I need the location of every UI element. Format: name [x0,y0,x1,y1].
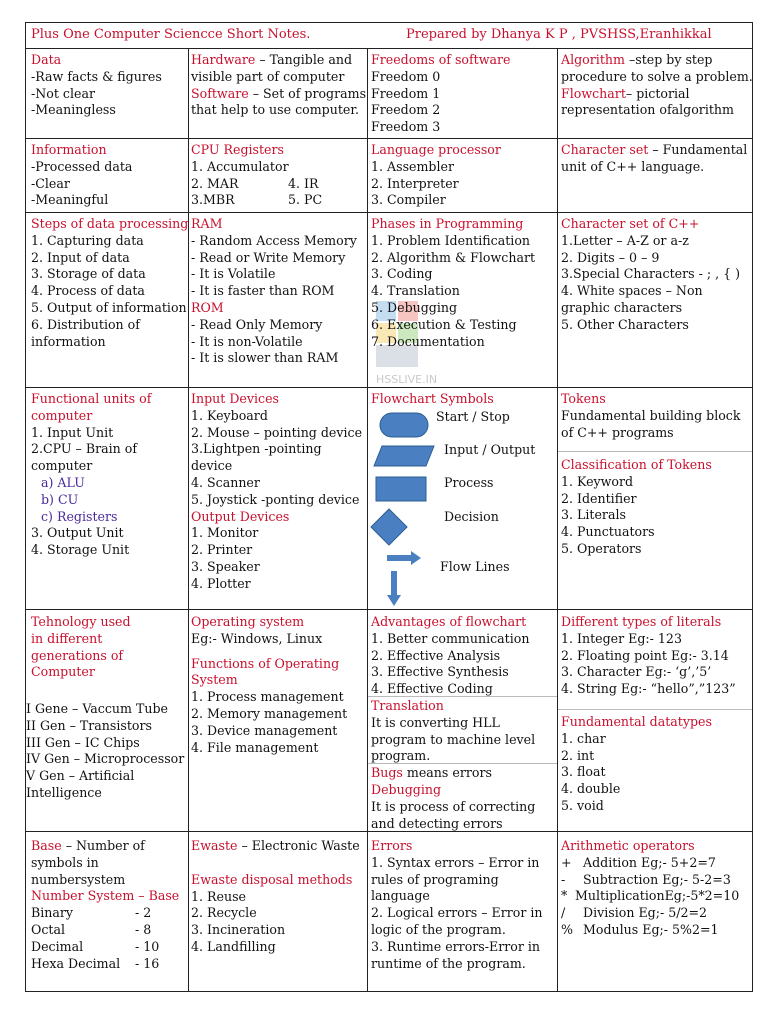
cell-character-set [561,142,747,176]
operator-symbol: * [561,888,568,904]
flow-line-arrow [411,551,421,565]
cell-line: - It is Volatile [191,266,276,282]
cell-line: Freedom 3 [371,119,441,135]
cell-line: 6. Execution & Testing [371,316,517,332]
cell-text: - 16 [135,955,160,971]
cell-text: Subtraction Eg;- 5-2=3 [583,871,731,887]
cell-line: 5. Output of information [31,299,187,315]
cell-text: - 10 [135,938,160,954]
cell-line: 4. Process of data [31,283,145,299]
cell-title: Base [31,838,62,853]
cell-text: – Electronic Waste [237,838,360,853]
cell-technology-list [26,701,184,802]
cell-title: Output Devices [191,508,290,524]
cell-title: Number System – Base [31,888,180,904]
cell-line: program to machine level [371,731,536,747]
cell-title: Bugs [371,765,403,781]
cell-phases [371,216,535,350]
cell-title: Ewaste [191,838,238,853]
operator-symbol: / [561,905,566,921]
cell-line: numbersystem [31,871,126,887]
cell-line: - Read Only Memory [191,316,323,332]
cell-title: Data [31,52,62,67]
cell-line: logic of the program. [371,921,506,937]
flow-line-arrow [387,595,401,606]
cell-line: 7. Documentation [371,333,485,349]
cell-title: Tokens [561,391,606,406]
cell-data-processing [31,216,188,350]
cell-token-classification [561,457,712,558]
cell-line: unit of C++ language. [561,158,705,174]
cell-devices [191,391,362,593]
cell-ewaste [191,838,360,956]
cell-information [31,142,132,209]
cell-title: Input Devices [191,391,279,406]
cell-line: graphic characters [561,299,683,315]
cell-line: procedure to solve a problem. [561,68,753,84]
cell-line: 3. Compiler [371,192,446,208]
cell-line: V Gen – Artificial [26,768,135,784]
cell-line: 3.Special Characters - ; , { ) [561,266,741,282]
cell-title: Debugging [371,781,442,797]
cell-title: Classification of Tokens [561,457,712,472]
cell-text: –step by step [624,52,713,67]
flowchart-symbols [369,408,449,608]
flowchart-title [371,391,494,408]
cell-line: 5. Joystick -ponting device [191,491,360,507]
cell-line: - It is slower than RAM [191,350,339,366]
cell-line: 4. Scanner [191,474,260,490]
cell-line: 3. Literals [561,507,626,523]
cell-line: language [371,888,430,904]
cell-line: Freedom 2 [371,102,441,118]
cell-title: Information [31,142,107,157]
cell-text: – Tangible and [255,52,353,67]
cell-line: 3. Effective Synthesis [371,664,509,680]
cell-line: visible part of computer [191,68,345,84]
cell-text: means errors [402,765,492,781]
cell-line: 2. Mouse – pointing device [191,424,363,440]
cell-title: Functional units of [31,391,152,406]
cell-subitem: c) Registers [41,508,118,524]
header-author: Prepared by Dhanya K P , PVSHSS,Eranhikkal [406,27,712,42]
cell-line: It is converting HLL [371,714,500,730]
cell-line: 1. char [561,730,606,746]
cell-title: Arithmetic operators [561,838,695,853]
cell-line: 1. Integer Eg:- 123 [561,630,682,646]
cell-charset-cpp [561,216,740,334]
cell-cpu-registers [191,142,322,209]
cell-ram-rom [191,216,357,367]
cell-datatypes [561,714,712,815]
cell-title: computer [31,407,93,423]
cell-text: MultiplicationEg;-5*2=10 [575,888,740,904]
cell-line: IV Gen – Microprocessor [26,751,185,767]
cell-line: 1. Accumulator [191,158,289,174]
cell-operating-system [191,614,347,756]
cell-line: 3. Runtime errors-Error in [371,938,541,954]
spacer [191,855,360,872]
cell-line: Eg:- Windows, Linux [191,630,323,646]
cell-title: in different [31,630,103,646]
cell-line: 4. Storage Unit [31,542,130,558]
sub-divider [558,451,752,452]
flowchart-label: Start / Stop [436,409,510,424]
cell-text: – Number of [61,838,145,853]
cell-line: 3. Speaker [191,558,260,574]
cell-title: Hardware [191,52,256,67]
cell-flowchart-advantages [371,614,535,832]
cell-line: 1. Input Unit [31,424,114,440]
cell-line: representation ofalgorithm [561,102,734,118]
cell-line: 5. void [561,797,604,813]
cell-line: - Read or Write Memory [191,249,346,265]
cell-title: Operating system [191,614,305,629]
cell-line: symbols in [31,854,99,870]
cell-line: 6. Distribution of [31,316,140,332]
column-divider [188,48,189,991]
spacer [191,648,347,656]
flowchart-label: Process [444,475,494,490]
cell-text: - 8 [135,921,152,937]
cell-line: Fundamental building block [561,407,741,423]
cell-title: ROM [191,299,224,315]
cell-line: 4. double [561,781,621,797]
cell-line: 1. Keyboard [191,407,268,423]
flowchart-label: Decision [444,509,499,524]
cell-text: 2. MAR [191,175,239,191]
sub-divider [558,709,752,710]
cell-line: 3.Lightpen -pointing [191,441,322,457]
cell-line: 4. Plotter [191,575,251,591]
cell-text: – Fundamental [648,142,748,157]
cell-line: - It is non-Volatile [191,333,303,349]
cell-tokens [561,391,741,441]
cell-line: information [31,333,106,349]
cell-title: Different types of literals [561,614,722,629]
cell-title: Errors [371,838,413,853]
cell-literals [561,614,736,698]
cell-text: Addition Eg;- 5+2=7 [583,854,716,870]
cell-title: Software [191,85,249,101]
cell-line: and detecting errors [371,815,503,831]
cell-line: 5. Other Characters [561,316,689,332]
cell-line: III Gen – IC Chips [26,734,140,750]
cell-title: Fundamental datatypes [561,714,712,729]
flowchart-label: Input / Output [444,442,536,457]
cell-line: Intelligence [26,784,102,800]
cell-line: Freedom 1 [371,85,441,101]
row-divider [26,138,752,139]
cell-title: Tehnology used [31,614,131,629]
cell-line: 2.CPU – Brain of [31,441,137,457]
cell-line: 2. Recycle [191,905,257,921]
cell-title: CPU Registers [191,142,284,157]
cell-line: device [191,458,233,474]
cell-title: Language processor [371,142,501,157]
cell-line: -Clear [31,175,70,191]
cell-text: Division Eg;- 5/2=2 [583,905,708,921]
cell-line: 4. Translation [371,283,460,299]
cell-line: 2. Algorithm & Flowchart [371,249,536,265]
terminal-symbol [380,413,428,437]
cell-line: - Random Access Memory [191,232,357,248]
notes-sheet [25,22,753,992]
cell-line: 1. Process management [191,689,344,705]
cell-line: program. [371,748,431,764]
cell-line: II Gen – Transistors [26,717,152,733]
watermark-text: HSSLIVE.IN [376,373,438,386]
flow-line-arrow [387,555,411,561]
column-divider [367,48,368,991]
cell-line: 1. Assembler [371,158,454,174]
cell-title: Functions of Operating [191,655,340,671]
cell-line: -Not clear [31,85,95,101]
cell-title: Flowchart [561,85,626,101]
cell-title: System [191,672,238,688]
cell-line: I Gene – Vaccum Tube [26,701,168,716]
cell-line: rules of programing [371,871,499,887]
cell-text: – Set of programs [248,85,367,101]
cell-text: Binary [31,905,74,921]
cell-line: 5. Operators [561,540,642,556]
cell-line: 3. float [561,764,606,780]
cell-line: - It is faster than ROM [191,283,335,299]
cell-title: RAM [191,216,223,231]
cell-line: -Meaningful [31,192,109,208]
cell-title: Freedoms of software [371,52,511,67]
cell-title: Algorithm [561,52,625,67]
cell-freedoms [371,52,511,136]
column-divider [557,48,558,991]
cell-line: 3. Storage of data [31,266,146,282]
cell-line: 1. Better communication [371,630,530,646]
cell-line: 2. Logical errors – Error in [371,905,543,921]
cell-line: of C++ programs [561,424,674,440]
cell-line: runtime of the program. [371,955,526,971]
cell-line: 3. Coding [371,266,433,282]
cell-line: -Processed data [31,158,133,174]
flowchart-label: Flow Lines [440,559,510,574]
cell-line: that help to use computer. [191,102,359,118]
cell-text: - 2 [135,905,152,921]
cell-title: Steps of data processing [31,216,189,231]
cell-line: 2. Interpreter [371,175,459,191]
cell-functional-units [31,391,151,559]
cell-line: 1. Capturing data [31,232,144,248]
cell-line: 3. Character Eg:- ‘g’,’5’ [561,664,712,680]
cell-text: Modulus Eg;- 5%2=1 [583,921,719,937]
cell-line: 2. Effective Analysis [371,647,501,663]
cell-line: 2. Digits – 0 – 9 [561,249,660,265]
cell-line: 2. Memory management [191,705,348,721]
operator-symbol: + [561,854,572,870]
cell-text: 5. PC [288,192,323,208]
operator-symbol: % [561,921,573,937]
cell-line: 2. Printer [191,542,253,558]
cell-line: 1. Syntax errors – Error in [371,854,540,870]
cell-line: computer [31,458,93,474]
cell-language-processor [371,142,501,209]
cell-text: 4. IR [288,175,319,191]
row-divider [26,212,752,213]
cell-text: Octal [31,921,65,937]
cell-title: Character set [561,142,649,157]
cell-technology-title [31,614,131,681]
cell-line: 2. Floating point Eg:- 3.14 [561,647,729,663]
cell-title: Advantages of flowchart [371,614,527,629]
cell-line: 2. Identifier [561,490,637,506]
row-divider [26,609,752,610]
cell-line: -Meaningless [31,102,116,118]
cell-line: 1. Monitor [191,525,259,541]
cell-line: 4. Landfilling [191,938,276,954]
cell-line: 1. Reuse [191,888,246,904]
cell-line: 2. Input of data [31,249,130,265]
cell-algorithm [561,52,753,119]
cell-text: 3.MBR [191,192,235,208]
cell-title: Ewaste disposal methods [191,871,353,887]
cell-title: Phases in Programming [371,216,524,231]
cell-title: Computer [31,664,95,680]
cell-subitem: a) ALU [41,474,85,490]
cell-line: 3. Output Unit [31,525,124,541]
cell-line: 4. Effective Coding [371,681,493,697]
page-header [26,23,752,49]
cell-text: Decimal [31,938,84,954]
cell-line: Freedom 0 [371,68,441,84]
cell-title: Character set of C++ [561,216,700,231]
cell-title: Flowchart Symbols [371,391,494,406]
cell-line: 4. File management [191,739,319,755]
decision-symbol [371,509,407,545]
flow-line-arrow [391,571,397,595]
cell-line: 1.Letter – A-Z or a-z [561,232,689,248]
cell-line: 4. White spaces – Non [561,283,703,299]
cell-errors [371,838,543,972]
cell-subitem: b) CU [41,491,79,507]
cell-line: 4. String Eg:- “hello”,”123” [561,681,736,697]
cell-line: 5. Debugging [371,299,458,315]
cell-arithmetic-operators [561,838,739,939]
header-title: Plus One Computer Sciencce Short Notes. [31,27,311,42]
process-symbol [376,477,426,501]
cell-title: Translation [371,697,444,713]
operator-symbol: - [561,871,566,887]
cell-title: generations of [31,647,124,663]
cell-text: – pictorial [625,85,690,101]
cell-text: Hexa Decimal [31,955,121,971]
cell-line: 1. Problem Identification [371,232,531,248]
cell-line: 3. Device management [191,722,338,738]
cell-data [31,52,162,119]
cell-line: 4. Punctuators [561,524,655,540]
cell-line: -Raw facts & figures [31,68,162,84]
cell-line: 2. int [561,747,595,763]
io-symbol [374,446,434,466]
cell-line: 1. Keyword [561,473,634,489]
cell-line: It is process of correcting [371,798,536,814]
cell-number-base [31,838,179,972]
cell-line: 3. Incineration [191,922,286,938]
cell-hardware [191,52,366,119]
